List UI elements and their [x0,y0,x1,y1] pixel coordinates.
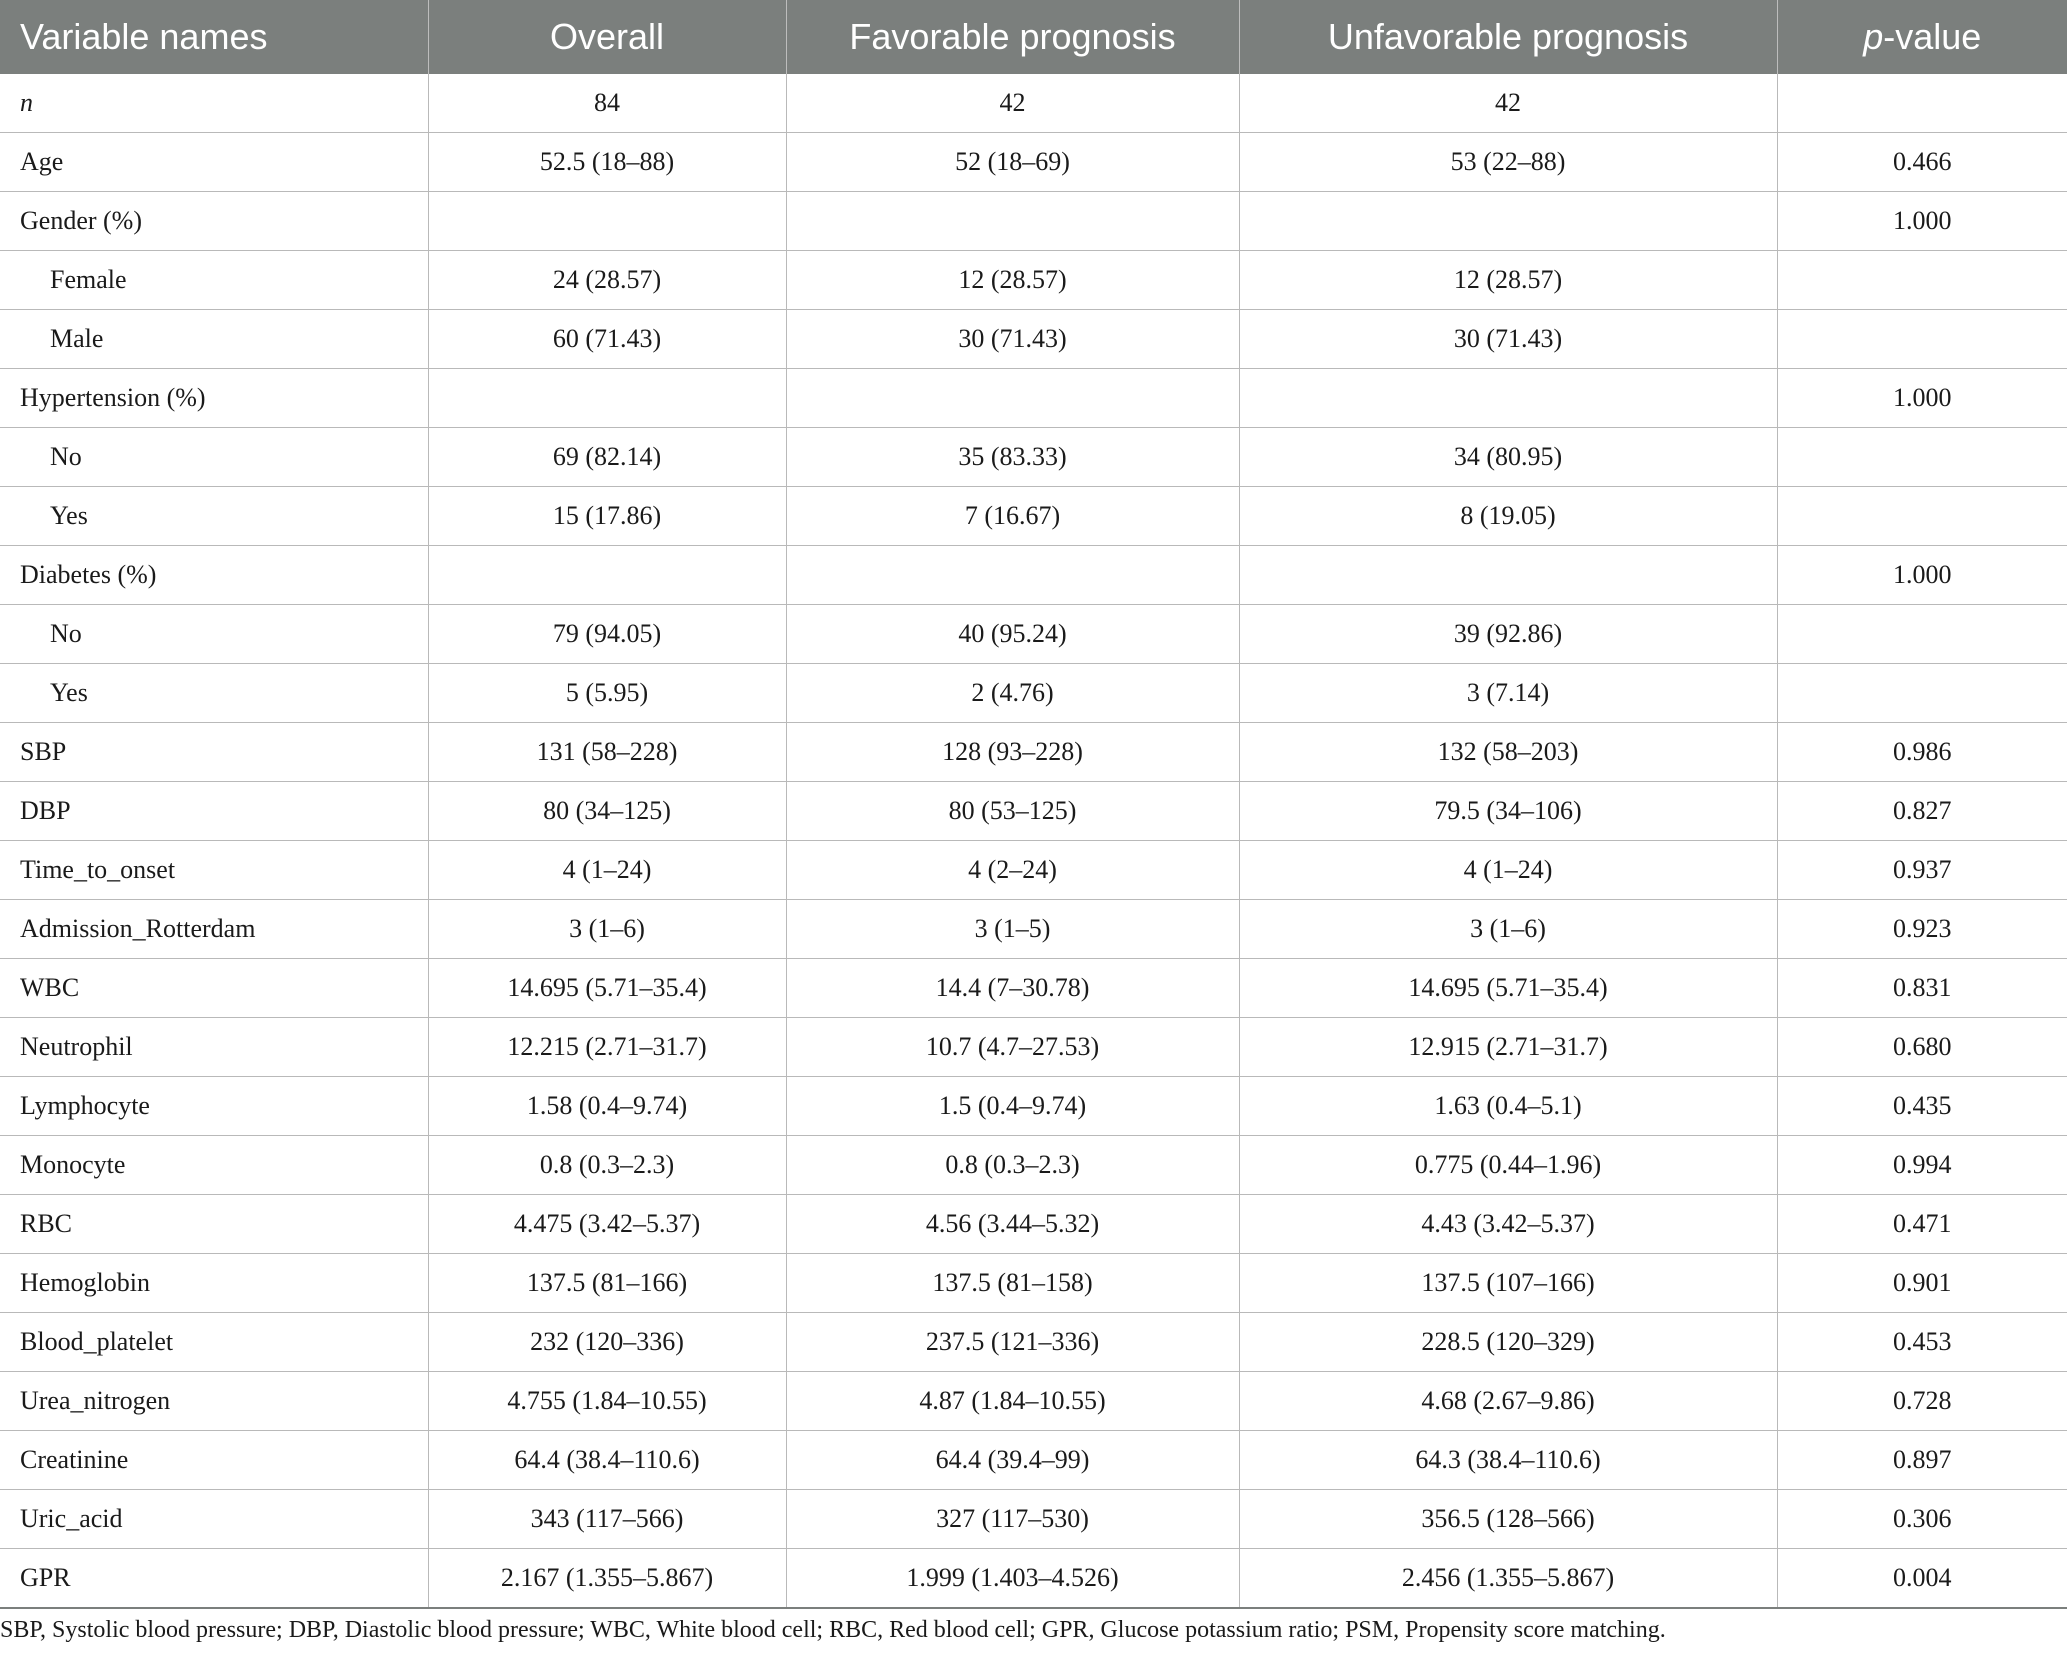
cell-overall: 12.215 (2.71–31.7) [428,1018,786,1077]
cell-overall: 4 (1–24) [428,841,786,900]
row-label: Male [0,310,428,369]
table-row [0,1077,2067,1136]
table-row [0,74,2067,133]
cell-unfavorable: 53 (22–88) [1239,133,1777,192]
table-row [0,782,2067,841]
cell-favorable: 4.87 (1.84–10.55) [786,1372,1239,1431]
cell-unfavorable: 4.43 (3.42–5.37) [1239,1195,1777,1254]
row-label-text: n [20,88,33,117]
row-label: Creatinine [0,1431,428,1490]
cell-p-value: 0.466 [1777,133,2067,192]
cell-p-value [1777,310,2067,369]
cell-unfavorable [1239,192,1777,251]
cell-unfavorable: 137.5 (107–166) [1239,1254,1777,1313]
table-row [0,133,2067,192]
cell-overall: 15 (17.86) [428,487,786,546]
row-label: Female [0,251,428,310]
cell-unfavorable [1239,369,1777,428]
cell-p-value [1777,664,2067,723]
row-label: RBC [0,1195,428,1254]
row-label: WBC [0,959,428,1018]
cell-favorable [786,369,1239,428]
table-row [0,546,2067,605]
table-row [0,192,2067,251]
cell-p-value: 1.000 [1777,192,2067,251]
row-label: Hemoglobin [0,1254,428,1313]
table-row [0,251,2067,310]
cell-favorable: 40 (95.24) [786,605,1239,664]
cell-favorable: 327 (117–530) [786,1490,1239,1549]
cell-favorable: 64.4 (39.4–99) [786,1431,1239,1490]
table-row [0,369,2067,428]
cell-favorable: 2 (4.76) [786,664,1239,723]
cell-p-value: 0.901 [1777,1254,2067,1313]
table-row [0,959,2067,1018]
cell-favorable: 10.7 (4.7–27.53) [786,1018,1239,1077]
cell-overall [428,546,786,605]
cell-favorable: 35 (83.33) [786,428,1239,487]
row-label: Uric_acid [0,1490,428,1549]
cell-unfavorable: 39 (92.86) [1239,605,1777,664]
table-row [0,1490,2067,1549]
header-p-italic: p [1863,16,1884,57]
cell-overall: 2.167 (1.355–5.867) [428,1549,786,1609]
cell-favorable: 14.4 (7–30.78) [786,959,1239,1018]
cell-p-value [1777,428,2067,487]
cell-p-value [1777,605,2067,664]
table-row [0,664,2067,723]
table-row [0,900,2067,959]
header-unfavorable-prognosis: Unfavorable prognosis [1239,0,1777,74]
cell-favorable [786,192,1239,251]
table-row [0,1195,2067,1254]
cell-unfavorable: 14.695 (5.71–35.4) [1239,959,1777,1018]
cell-overall [428,192,786,251]
cell-overall: 4.755 (1.84–10.55) [428,1372,786,1431]
cell-unfavorable: 42 [1239,74,1777,133]
cell-p-value: 0.728 [1777,1372,2067,1431]
row-label: Age [0,133,428,192]
table-row [0,310,2067,369]
cell-unfavorable: 30 (71.43) [1239,310,1777,369]
table-header-row [0,0,2067,74]
cell-favorable: 137.5 (81–158) [786,1254,1239,1313]
table-footnote: SBP, Systolic blood pressure; DBP, Diastolic blood pressure; WBC, White blood cell; RBC, Red blood cell; GPR, Glucose potassium ratio; PSM, Propensity score matching. [0,1617,1666,1643]
row-label: Urea_nitrogen [0,1372,428,1431]
cell-favorable: 3 (1–5) [786,900,1239,959]
cell-unfavorable: 0.775 (0.44–1.96) [1239,1136,1777,1195]
cell-unfavorable: 12.915 (2.71–31.7) [1239,1018,1777,1077]
cell-p-value [1777,74,2067,133]
row-label [0,74,428,133]
header-overall: Overall [428,0,786,74]
table-row [0,1313,2067,1372]
cell-overall: 1.58 (0.4–9.74) [428,1077,786,1136]
table-row [0,841,2067,900]
cell-unfavorable: 3 (7.14) [1239,664,1777,723]
cell-overall: 14.695 (5.71–35.4) [428,959,786,1018]
cell-favorable: 52 (18–69) [786,133,1239,192]
cell-favorable: 0.8 (0.3–2.3) [786,1136,1239,1195]
cell-unfavorable: 228.5 (120–329) [1239,1313,1777,1372]
cell-p-value: 0.994 [1777,1136,2067,1195]
cell-p-value: 0.897 [1777,1431,2067,1490]
row-label: Hypertension (%) [0,369,428,428]
cell-unfavorable: 2.456 (1.355–5.867) [1239,1549,1777,1609]
cell-overall: 24 (28.57) [428,251,786,310]
cell-overall: 137.5 (81–166) [428,1254,786,1313]
cell-overall: 79 (94.05) [428,605,786,664]
row-label: Monocyte [0,1136,428,1195]
cell-unfavorable: 4.68 (2.67–9.86) [1239,1372,1777,1431]
cell-p-value: 0.937 [1777,841,2067,900]
row-label: Blood_platelet [0,1313,428,1372]
cell-overall: 232 (120–336) [428,1313,786,1372]
cell-unfavorable: 64.3 (38.4–110.6) [1239,1431,1777,1490]
cell-overall: 4.475 (3.42–5.37) [428,1195,786,1254]
cell-p-value: 0.471 [1777,1195,2067,1254]
cell-p-value: 0.827 [1777,782,2067,841]
cell-overall: 52.5 (18–88) [428,133,786,192]
table-row [0,723,2067,782]
row-label: DBP [0,782,428,841]
cell-favorable: 7 (16.67) [786,487,1239,546]
cell-overall: 60 (71.43) [428,310,786,369]
cell-unfavorable: 132 (58–203) [1239,723,1777,782]
table-row [0,1372,2067,1431]
cell-unfavorable: 356.5 (128–566) [1239,1490,1777,1549]
cell-favorable: 237.5 (121–336) [786,1313,1239,1372]
cell-favorable: 4.56 (3.44–5.32) [786,1195,1239,1254]
row-label: Gender (%) [0,192,428,251]
cell-overall: 84 [428,74,786,133]
header-favorable-prognosis: Favorable prognosis [786,0,1239,74]
cell-p-value: 0.435 [1777,1077,2067,1136]
cell-overall: 343 (117–566) [428,1490,786,1549]
cell-overall: 69 (82.14) [428,428,786,487]
cell-p-value: 0.004 [1777,1549,2067,1609]
table-row [0,605,2067,664]
cell-unfavorable: 3 (1–6) [1239,900,1777,959]
cell-favorable: 128 (93–228) [786,723,1239,782]
row-label: SBP [0,723,428,782]
header-p-suffix: -value [1883,16,1982,57]
cell-p-value [1777,251,2067,310]
cell-unfavorable: 79.5 (34–106) [1239,782,1777,841]
row-label: Lymphocyte [0,1077,428,1136]
cell-unfavorable [1239,546,1777,605]
row-label: Yes [0,487,428,546]
row-label: Yes [0,664,428,723]
cell-p-value [1777,487,2067,546]
cell-overall: 64.4 (38.4–110.6) [428,1431,786,1490]
cell-favorable: 12 (28.57) [786,251,1239,310]
row-label: Admission_Rotterdam [0,900,428,959]
cell-p-value: 0.680 [1777,1018,2067,1077]
row-label: Neutrophil [0,1018,428,1077]
cell-favorable: 80 (53–125) [786,782,1239,841]
cell-unfavorable: 34 (80.95) [1239,428,1777,487]
cell-p-value: 1.000 [1777,546,2067,605]
cell-favorable: 1.5 (0.4–9.74) [786,1077,1239,1136]
cell-unfavorable: 12 (28.57) [1239,251,1777,310]
cell-p-value: 0.986 [1777,723,2067,782]
header-p-value [1777,0,2067,74]
table-row [0,1254,2067,1313]
table-row [0,1431,2067,1490]
cell-overall: 80 (34–125) [428,782,786,841]
cell-overall: 3 (1–6) [428,900,786,959]
table-row [0,1136,2067,1195]
cell-unfavorable: 8 (19.05) [1239,487,1777,546]
row-label: GPR [0,1549,428,1609]
table-row [0,1018,2067,1077]
cell-favorable: 1.999 (1.403–4.526) [786,1549,1239,1609]
cell-p-value: 0.306 [1777,1490,2067,1549]
cell-favorable: 4 (2–24) [786,841,1239,900]
cell-unfavorable: 4 (1–24) [1239,841,1777,900]
row-label: Diabetes (%) [0,546,428,605]
cell-favorable [786,546,1239,605]
table-row [0,428,2067,487]
row-label: No [0,428,428,487]
table-row [0,1549,2067,1609]
table-row [0,487,2067,546]
cell-favorable: 30 (71.43) [786,310,1239,369]
cell-p-value: 1.000 [1777,369,2067,428]
cell-overall: 131 (58–228) [428,723,786,782]
cell-overall: 0.8 (0.3–2.3) [428,1136,786,1195]
cell-overall [428,369,786,428]
cell-unfavorable: 1.63 (0.4–5.1) [1239,1077,1777,1136]
row-label: No [0,605,428,664]
cell-p-value: 0.923 [1777,900,2067,959]
row-label: Time_to_onset [0,841,428,900]
cell-p-value: 0.831 [1777,959,2067,1018]
cell-favorable: 42 [786,74,1239,133]
header-variable-names: Variable names [0,0,428,74]
cell-p-value: 0.453 [1777,1313,2067,1372]
cell-overall: 5 (5.95) [428,664,786,723]
